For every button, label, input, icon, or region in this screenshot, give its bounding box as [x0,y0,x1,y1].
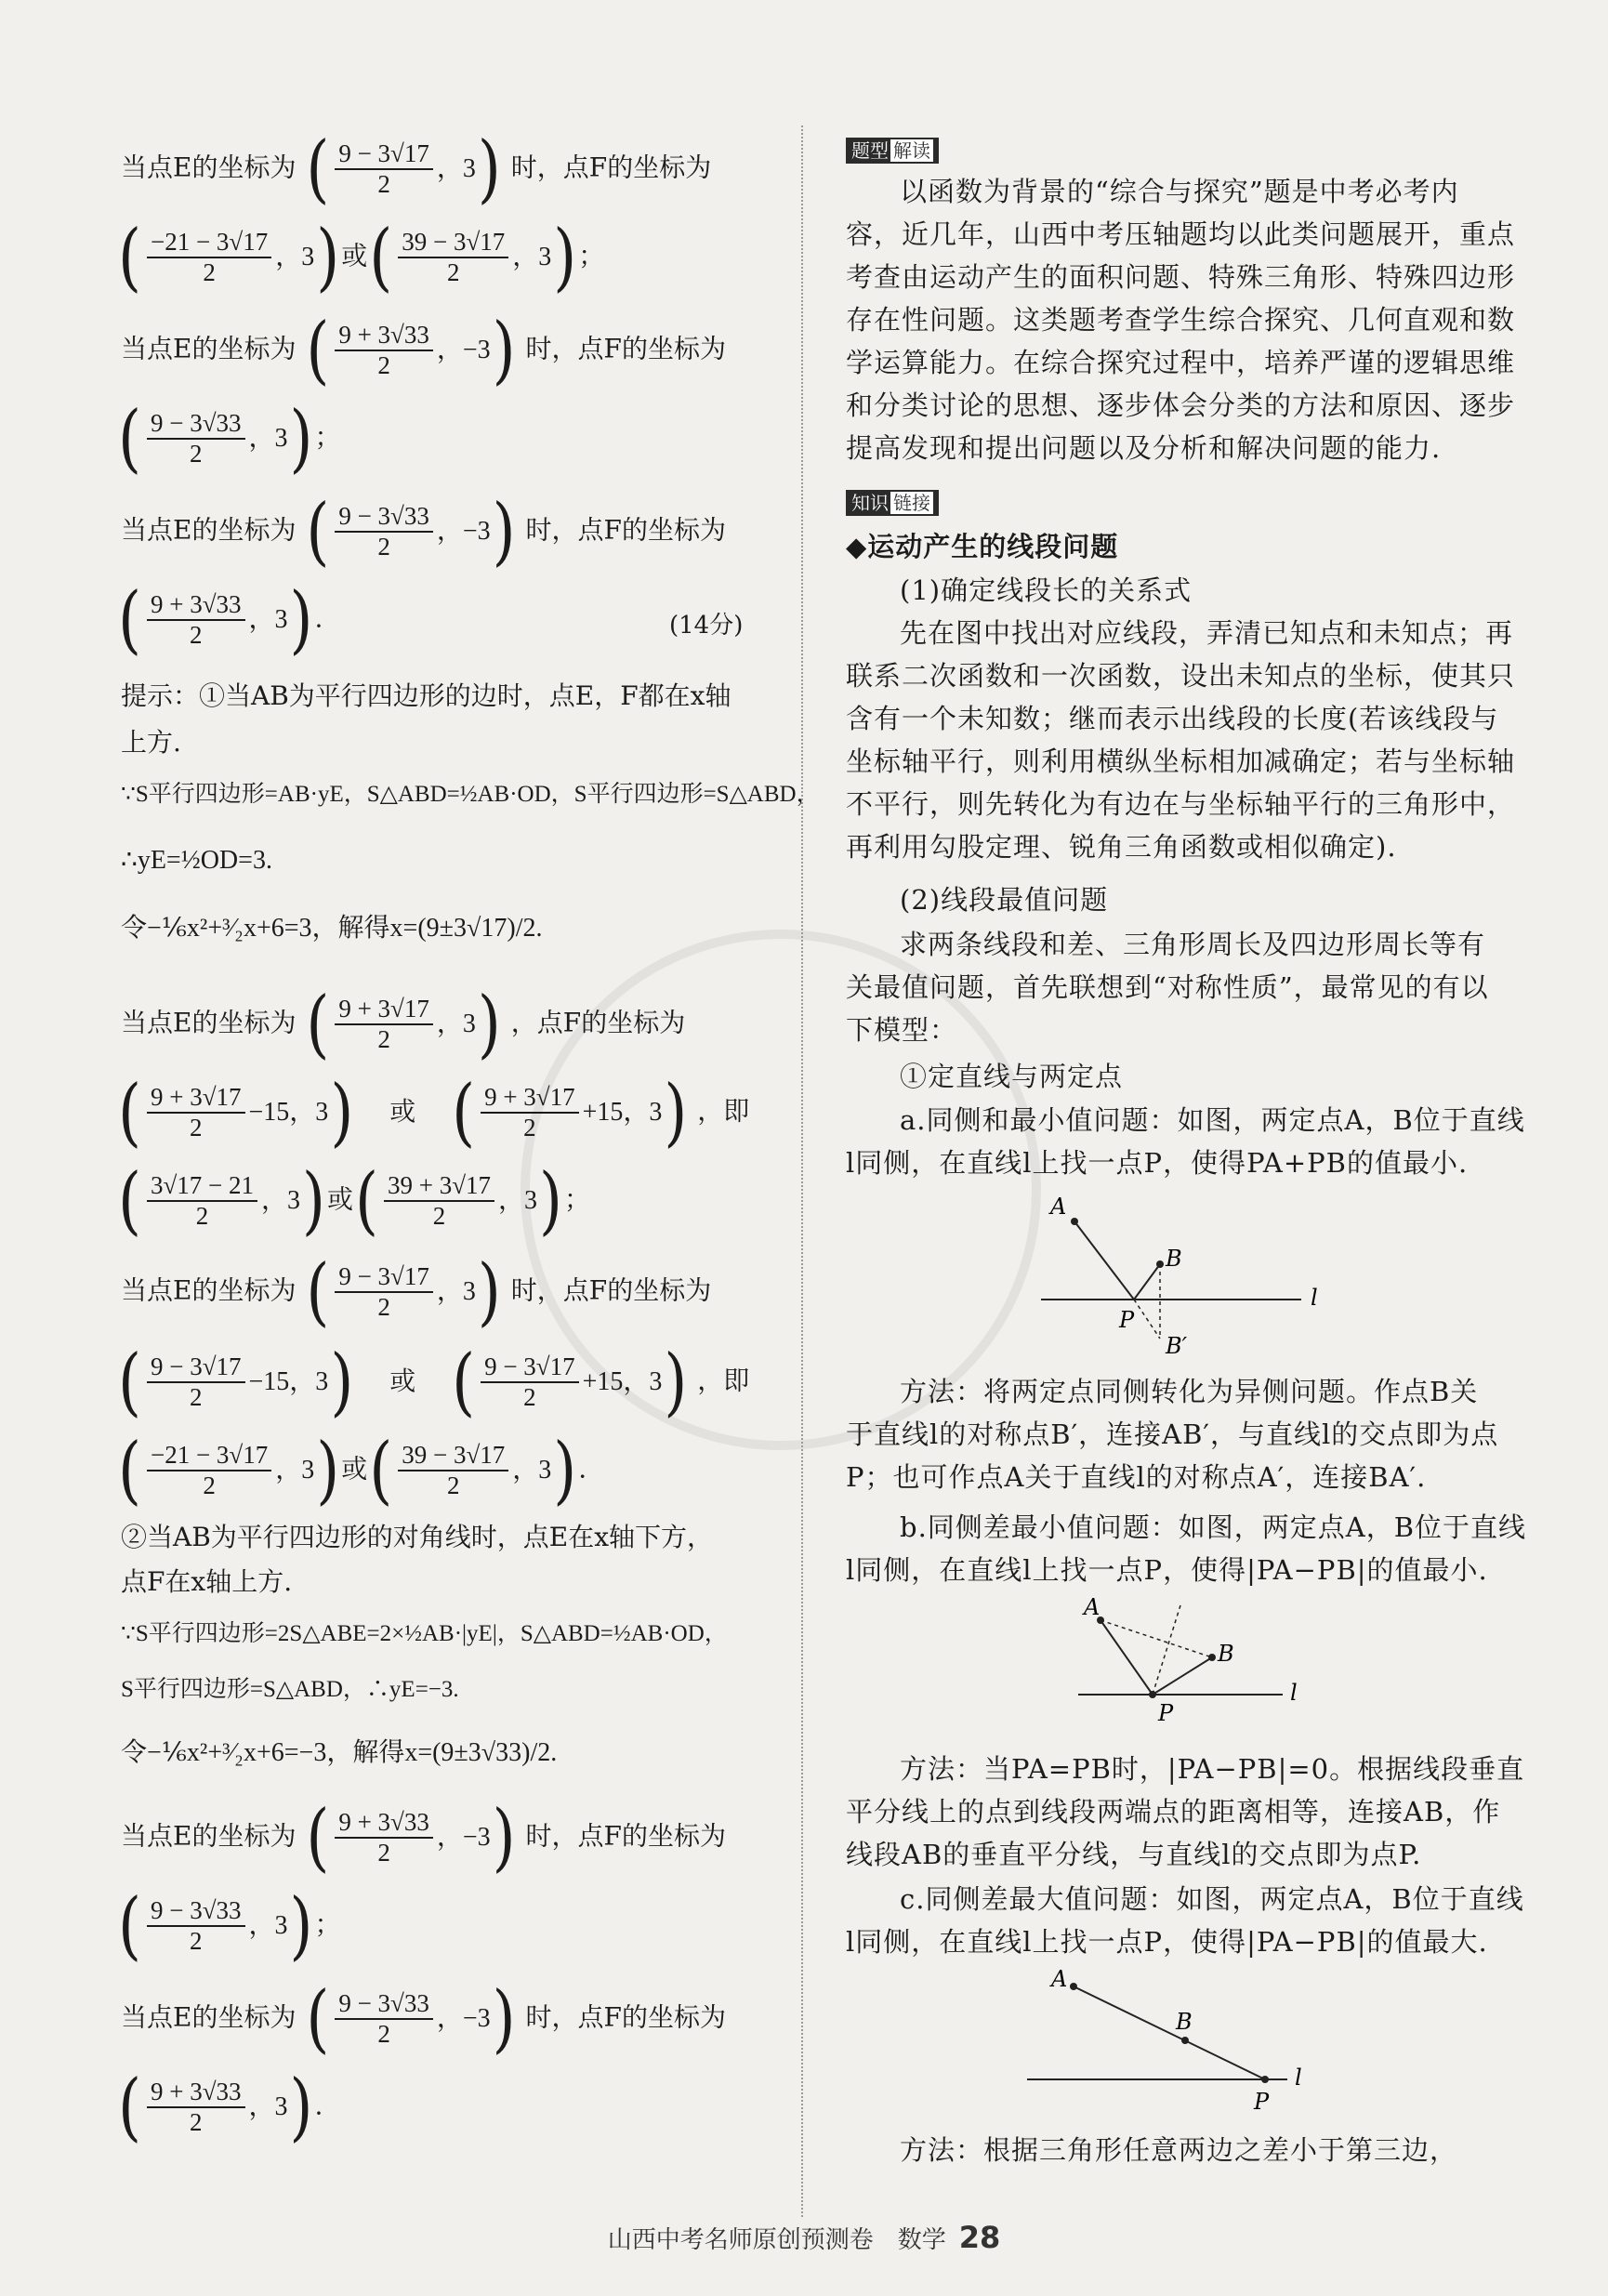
coord-tail: ，3 [248,424,288,453]
para-line: b.同侧差最小值问题：如图，两定点A，B位于直线 [900,1511,1527,1543]
text: 当点E的坐标为 [121,1007,297,1038]
frac-num: 39 − 3√17 [398,1443,508,1471]
frac-den: 2 [189,440,203,468]
segment-PBprime [1134,1300,1160,1339]
text: 当点E的坐标为 [121,514,297,546]
frac-den: 2 [523,1383,536,1411]
text: 时，点F的坐标为 [510,1274,712,1306]
label-P: P [1119,1307,1135,1333]
frac-den: 2 [377,2020,390,2048]
text: 当点E的坐标为 [121,1820,297,1852]
figure-b [1078,1594,1376,1743]
page-number: 28 [958,2220,1001,2255]
para-line: 坐标轴平行，则利用横纵坐标相加减确定；若与坐标轴 [846,746,1516,777]
text: 当点E的坐标为 [121,333,297,364]
coord-tail: ，3 [512,1456,552,1484]
text: 或 [389,1095,416,1127]
section-tag-knowledge [846,490,939,516]
para-line: l同侧，在直线l上找一点P，使得|PA−PB|的值最小. [846,1554,1488,1586]
para-line: P；也可作点A关于直线l的对称点A′，连接BA′. [846,1461,1427,1493]
case2-line-5: 令−⅙x²+³⁄₂x+6=−3，解得x=(9±3√33)/2. [121,1738,558,1767]
coord-tail: ，−3 [436,1823,491,1852]
hint-line-11: ( $\frac{-21 - 3√17}{2}$ ，3 ) 或 ( $\frac{39 - 3√17}{2}$ ，3 ) . [118,1427,587,1514]
frac-num: 9 − 3√17 [481,1354,579,1383]
frac-den: 2 [432,1202,446,1230]
para-line: 存在性问题。这类题考查学生综合探究、几何直观和数 [846,304,1516,336]
left-line-3: 当点E的坐标为 ( $\frac{9 + 3√33}{2}$ ，−3 ) 时，点F的坐标为 [121,307,726,394]
label-A: A [1084,1594,1101,1620]
frac-num: 9 + 3√17 [147,1085,245,1114]
para-line: 不平行，则先转化为有边在与坐标轴平行的三角形中， [846,788,1516,820]
hint-line-3: ∵S平行四边形=AB·yE，S△ABD=½AB·OD，S平行四边形=S△ABD， [121,782,820,807]
text: ； [314,1908,341,1940]
coord-tail: ，3 [436,1009,476,1038]
frac-num: 9 − 3√33 [147,411,245,440]
frac-den: 2 [203,258,216,286]
segment-PB [1134,1264,1160,1300]
label-P: P [1158,1700,1174,1726]
hint-line-4: ∴yE=½OD=3. [121,846,272,875]
text: 时，点F的坐标为 [525,333,726,364]
section-tag-analysis [846,138,939,164]
frac-num: 3√17 − 21 [147,1173,257,1202]
hint-line-1: 提示：①当AB为平行四边形的边时，点E，F都在x轴 [121,680,732,711]
case2-line-8: 当点E的坐标为 ( $\frac{9 - 3√33}{2}$ ，−3 ) 时，点F的坐标为 [121,1975,726,2063]
frac-den: 2 [377,533,390,561]
text: 当点E的坐标为 [121,2001,297,2033]
para-line: a.同侧和最小值问题：如图，两定点A，B位于直线 [900,1104,1525,1136]
left-line-6: ( $\frac{9 + 3√33}{2}$ ，3 ) . [118,576,323,664]
segment-AP [1074,1221,1134,1300]
frac-den: 2 [203,1471,216,1499]
frac-den: 2 [377,1025,390,1053]
point-A [1070,1983,1077,1990]
label-B: B [1218,1641,1234,1667]
segment-AP [1074,1986,1265,2079]
case2-line-3: ∵S平行四边形=2S△ABE=2×½AB·|yE|，S△ABD=½AB·OD， [121,1621,728,1646]
text: 时，点F的坐标为 [510,152,712,183]
para-line: 于直线l的对称点B′，连接AB′，与直线l的交点即为点 [846,1419,1499,1450]
text: ，点F的坐标为 [510,1007,686,1038]
text: 当点E的坐标为 [121,152,297,183]
frac-num: 9 + 3√33 [335,1810,433,1839]
text: 时，点F的坐标为 [525,1820,726,1852]
case-a-text [846,1099,1580,1184]
case-c-text [846,1878,1580,1963]
frac-den: 2 [523,1114,536,1141]
point-B [1156,1260,1164,1268]
para-line: 线段AB的垂直平分线，与直线l的交点即为点P. [846,1839,1422,1870]
frac-den: 2 [377,1839,390,1867]
coord-tail: ，3 [261,1186,301,1215]
figure-c [1027,1966,1325,2115]
text: 或 [341,1453,368,1484]
hint-line-9: 当点E的坐标为 ( $\frac{9 - 3√17}{2}$ ，3 ) 时，点F的坐标为 [121,1248,712,1336]
case2-line-6: 当点E的坐标为 ( $\frac{9 + 3√33}{2}$ ，−3 ) 时，点F的坐标为 [121,1794,726,1881]
para-line: l同侧，在直线l上找一点P，使得PA+PB的值最小. [846,1147,1469,1179]
frac-num: 9 − 3√33 [147,1898,245,1927]
frac-den: 2 [446,1471,460,1499]
tag-text: 知识 [851,492,889,514]
left-line-2: ( $\frac{-21 - 3√17}{2}$ ，3 ) 或 ( $\frac{39 - 3√17}{2}$ ，3 ) ； [118,214,605,301]
text: 或 [327,1183,354,1215]
label-P: P [1254,2089,1270,2115]
coord-tail: ，3 [248,2092,288,2121]
hint-line-6: 当点E的坐标为 ( $\frac{9 + 3√17}{2}$ ，3 ) ，点F的坐标为 [121,981,686,1068]
point-A [1071,1218,1078,1225]
subsection-1: (1)确定线段长的关系式 [900,574,1193,606]
text: 当点E的坐标为 [121,1274,297,1306]
label-l: l [1290,1680,1298,1706]
frac-den: 2 [446,258,460,286]
coord-tail: ，−3 [436,336,491,364]
frac-num: 9 − 3√17 [335,141,433,170]
coord-tail: +15，3 [582,1367,663,1396]
para-line: 平分线上的点到线段两端点的距离相等，连接AB，作 [846,1796,1501,1828]
point-P [1149,1691,1156,1698]
text: ； [564,1183,591,1215]
segment-AB [1101,1620,1212,1657]
frac-num: 9 + 3√33 [147,592,245,621]
text: ； [314,421,341,453]
coord-tail: ，3 [248,605,288,634]
case-b-text [846,1506,1580,1591]
coord-tail: ，3 [512,243,552,271]
case2-line-9: ( $\frac{9 + 3√33}{2}$ ，3 ) . [118,2064,323,2151]
page-footer [0,2220,1608,2255]
coord-tail: −15，3 [248,1098,329,1127]
column-divider [801,125,803,2217]
case2-line-4: S平行四边形=S△ABD，∴yE=−3. [121,1677,459,1702]
para-line: 方法：根据三角形任意两边之差小于第三边， [900,2134,1458,2166]
frac-den: 2 [377,351,390,379]
frac-num: 39 − 3√17 [398,230,508,258]
frac-den: 2 [377,1293,390,1321]
subsection-model-1: ①定直线与两定点 [900,1061,1124,1092]
para-line: 容，近几年，山西中考压轴题均以此类问题展开，重点 [846,218,1516,250]
text: 时，点F的坐标为 [525,514,726,546]
frac-den: 2 [189,1927,203,1955]
segment-PB [1153,1657,1212,1695]
frac-num: 9 + 3√33 [147,2079,245,2108]
hint-line-8: ( $\frac{3√17 - 21}{2}$ ，3 ) 或 ( $\frac{39 + 3√17}{2}$ ，3 ) ； [118,1157,591,1245]
frac-num: 9 − 3√33 [335,504,433,533]
para-line: 学运算能力。在综合探究过程中，培养严谨的逻辑思维 [846,347,1516,378]
para-line: 下模型： [846,1014,958,1046]
hint-line-7: ( $\frac{9 + 3√17}{2}$ −15，3 ) 或 ( $\frac{9 + 3√17}{2}$ +15，3 ) ，即 [118,1069,750,1156]
point-P [1261,2076,1269,2083]
hint-line-5: 令−⅙x²+³⁄₂x+6=3，解得x=(9±3√17)/2. [121,914,543,943]
para-line: 方法：当PA=PB时，|PA−PB|=0。根据线段垂直 [900,1753,1525,1785]
para-line: 求两条线段和差、三角形周长及四边形周长等有 [900,929,1486,960]
para-line: 以函数为背景的“综合与探究”题是中考必考内 [900,176,1459,207]
frac-num: 9 + 3√33 [335,323,433,351]
frac-num: 9 − 3√17 [335,1264,433,1293]
coord-tail: ，3 [436,154,476,183]
text: . [314,2090,323,2121]
frac-num: −21 − 3√17 [147,230,271,258]
case2-line-1: ②当AB为平行四边形的对角线时，点E在x轴下方， [121,1522,714,1552]
label-A: A [1050,1194,1067,1220]
paragraph-extremum [846,923,1580,1051]
section-heading: ◆运动产生的线段问题 [846,531,1119,562]
frac-num: −21 − 3√17 [147,1443,271,1471]
coord-tail: −15，3 [248,1367,329,1396]
coord-tail: ，−3 [436,517,491,546]
figure-a [1041,1181,1338,1366]
text: ，即 [697,1365,750,1396]
case2-line-2: 点F在x轴上方. [121,1566,293,1597]
label-B: B [1166,1246,1182,1272]
frac-num: 9 − 3√17 [147,1354,245,1383]
point-B [1208,1654,1216,1661]
tag-text: 题型 [851,139,889,162]
coord-tail: +15，3 [582,1098,663,1127]
case2-line-7: ( $\frac{9 - 3√33}{2}$ ，3 ) ； [118,1882,341,1970]
footer-title: 山西中考名师原创预测卷 数学 [607,2226,946,2254]
label-B: B [1176,2009,1193,2035]
frac-num: 9 − 3√33 [335,1991,433,2020]
text: . [314,602,323,634]
left-line-1: 当点E的坐标为 ( $\frac{9 - 3√17}{2}$ ，3 ) 时，点F的坐标为 [121,125,712,213]
text: ，即 [697,1095,750,1127]
coord-tail: ，3 [275,243,315,271]
analysis-paragraph [846,170,1580,469]
para-line: 关最值问题，首先联想到“对称性质”，最常见的有以 [846,971,1489,1003]
subsection-2: (2)线段最值问题 [900,884,1109,916]
para-line: 考查由运动产生的面积问题、特殊三角形、特殊四边形 [846,261,1516,293]
hint-line-10: ( $\frac{9 - 3√17}{2}$ −15，3 ) 或 ( $\frac{9 - 3√17}{2}$ +15，3 ) ，即 [118,1339,750,1426]
left-line-5: 当点E的坐标为 ( $\frac{9 - 3√33}{2}$ ，−3 ) 时，点F的坐标为 [121,488,726,575]
label-Bprime: B′ [1166,1333,1188,1359]
para-line: l同侧，在直线l上找一点P，使得|PA−PB|的值最大. [846,1926,1488,1958]
para-line: 先在图中找出对应线段，弄清已知点和未知点；再 [900,617,1514,649]
label-l: l [1311,1285,1318,1311]
label-l: l [1295,2065,1302,2091]
text: 或 [389,1365,416,1396]
coord-tail: ，3 [498,1186,538,1215]
frac-num: 9 + 3√17 [481,1085,579,1114]
coord-tail: ，−3 [436,2004,491,2033]
para-line: 提高发现和提出问题以及分析和解决问题的能力. [846,432,1442,464]
para-line: 联系二次函数和一次函数，设出未知点的坐标，使其只 [846,660,1516,692]
text: ； [578,240,605,271]
tag-text: 解读 [890,139,933,162]
frac-den: 2 [377,170,390,198]
point-B [1181,2037,1189,2044]
perp-bisector [1153,1605,1180,1695]
frac-den: 2 [195,1202,209,1230]
frac-num: 9 + 3√17 [335,996,433,1025]
text: . [578,1453,587,1484]
para-line: 再利用勾股定理、锐角三角函数或相似确定). [846,831,1397,863]
segment-AP [1101,1620,1153,1695]
para-line: 和分类讨论的思想、逐步体会分类的方法和原因、逐步 [846,389,1516,421]
case-a-method [846,1370,1580,1498]
label-A: A [1051,1966,1068,1992]
case-c-method [846,2129,1580,2171]
frac-den: 2 [189,1383,203,1411]
frac-den: 2 [189,1114,203,1141]
text: 或 [341,240,368,271]
hint-line-2: 上方. [121,727,181,758]
score-label: (14分) [669,612,744,640]
frac-num: 39 + 3√17 [384,1173,494,1202]
coord-tail: ，3 [436,1277,476,1306]
frac-den: 2 [189,2108,203,2136]
para-line: 方法：将两定点同侧转化为异侧问题。作点B关 [900,1376,1479,1407]
left-line-4: ( $\frac{9 - 3√33}{2}$ ，3 ) ； [118,395,341,482]
coord-tail: ，3 [248,1911,288,1940]
text: 时，点F的坐标为 [525,2001,726,2033]
case-b-method [846,1748,1580,1876]
para-line: 含有一个未知数；继而表示出线段的长度(若该线段与 [846,703,1499,734]
tag-text: 链接 [890,492,933,514]
paragraph-segment-length [846,612,1580,868]
para-line: c.同侧差最大值问题：如图，两定点A，B位于直线 [900,1883,1524,1915]
coord-tail: ，3 [275,1456,315,1484]
frac-den: 2 [189,621,203,649]
